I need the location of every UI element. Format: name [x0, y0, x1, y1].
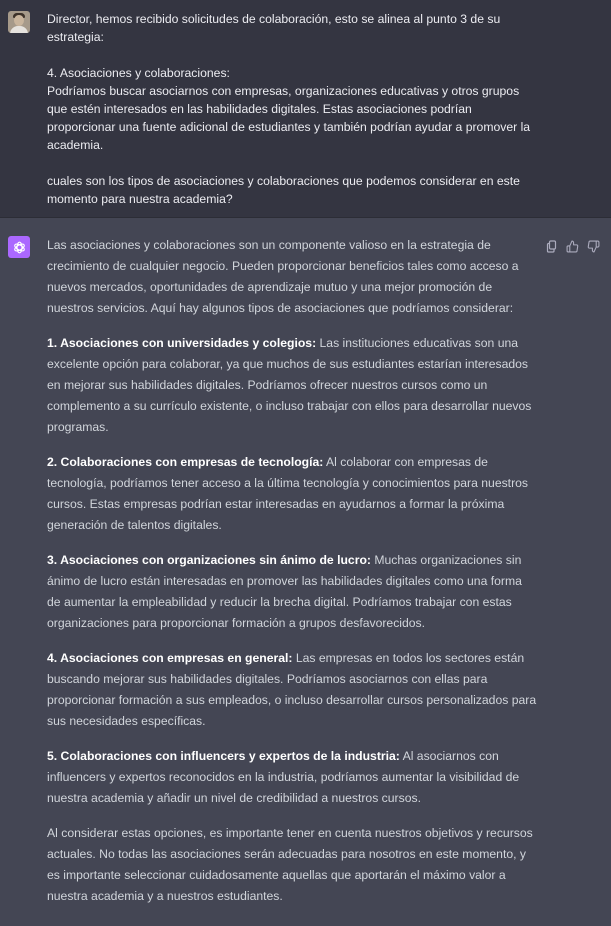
thumbs-up-icon[interactable]	[565, 239, 580, 254]
list-item	[47, 746, 537, 809]
user-paragraph: Director, hemos recibido solicitudes de colaboración, esto se alinea al punto 3 de su estrategia:	[47, 12, 501, 44]
user-message	[0, 0, 611, 218]
copy-icon[interactable]	[544, 239, 559, 254]
assistant-intro: Las asociaciones y colaboraciones son un componente valioso en la estrategia de crecimiento de cualquier negocio. Pueden proporcionar beneficios tales como acceso a nuevos mercados, oportunidades de aprendizaje mutuo y una mejor promoción de nuestros servicios. Aquí hay algunos tipos de asociaciones que podríamos considerar:	[47, 238, 519, 315]
list-item-title: 4. Asociaciones con empresas en general:	[47, 651, 293, 665]
assistant-message	[0, 218, 611, 926]
list-item	[47, 333, 537, 438]
openai-logo-icon	[8, 236, 30, 258]
thumbs-down-icon[interactable]	[586, 239, 601, 254]
avatar-body	[10, 26, 28, 33]
list-item-title: 1. Asociaciones con universidades y colegios:	[47, 336, 317, 350]
user-paragraph: 4. Asociaciones y colaboraciones: Podríamos buscar asociarnos con empresas, organizaciones educativas y otros grupos que estén interesados en las habilidades digitales. Estas asociaciones podrían proporcionar una fuente adicional de estudiantes y también podrían ayudar a promover la academia.	[47, 66, 531, 152]
list-item-title: 3. Asociaciones con organizaciones sin ánimo de lucro:	[47, 553, 371, 567]
list-item-text: Las empresas en todos los sectores están buscando mejorar sus habilidades digitales. Podríamos asociarnos con ellas para proporcionar formación a sus empleados, o incluso desarrollar cursos personalizados para sus necesidades específicas.	[47, 651, 537, 728]
user-message-content	[47, 10, 537, 217]
user-avatar	[8, 11, 30, 33]
list-item	[47, 550, 537, 634]
list-item-text: Muchas organizaciones sin ánimo de lucro están interesadas en promover las habilidades digitales como una forma de aumentar la empleabilidad y reducir la brecha digital. Podríamos trabajar con estas organizaciones para proporcionar formación a grupos desfavorecidos.	[47, 553, 522, 630]
avatar-face	[14, 15, 24, 26]
assistant-conclusion: Al considerar estas opciones, es importante tener en cuenta nuestros objetivos y recursos actuales. No todas las asociaciones serán adecuadas para nosotros en este momento, y es importante seleccionar cuidadosamente aquellas que aportarán el máximo valor a nuestra academia y a nuestros estudiantes.	[47, 826, 533, 903]
list-item-text: Al asociarnos con influencers y expertos reconocidos en la industria, podríamos aumentar la visibilidad de nuestra academia y añadir un nivel de credibilidad a nuestros cursos.	[47, 749, 520, 805]
assistant-message-content	[47, 235, 537, 926]
list-item	[47, 452, 537, 536]
list-item-title: 5. Colaboraciones con influencers y expertos de la industria:	[47, 749, 400, 763]
list-item-title: 2. Colaboraciones con empresas de tecnología:	[47, 455, 324, 469]
list-item-text: Al colaborar con empresas de tecnología, podríamos tener acceso a la última tecnología y conocimientos para nuestros cursos. Estas empresas podrían estar interesadas en ayudarnos a formar la próxima generación de talentos digitales.	[47, 455, 529, 532]
user-paragraph: cuales son los tipos de asociaciones y colaboraciones que podemos considerar en este momento para nuestra academia?	[47, 174, 520, 206]
list-item	[47, 648, 537, 732]
message-actions	[544, 239, 601, 254]
list-item-text: Las instituciones educativas son una excelente opción para colaborar, ya que muchos de sus estudiantes estarían interesados en mejorar sus habilidades digitales. Podríamos ofrecer nuestros cursos como un complemento a su currículo existente, o incluso trabajar con ellos para desarrollar nuevos programas.	[47, 336, 532, 434]
